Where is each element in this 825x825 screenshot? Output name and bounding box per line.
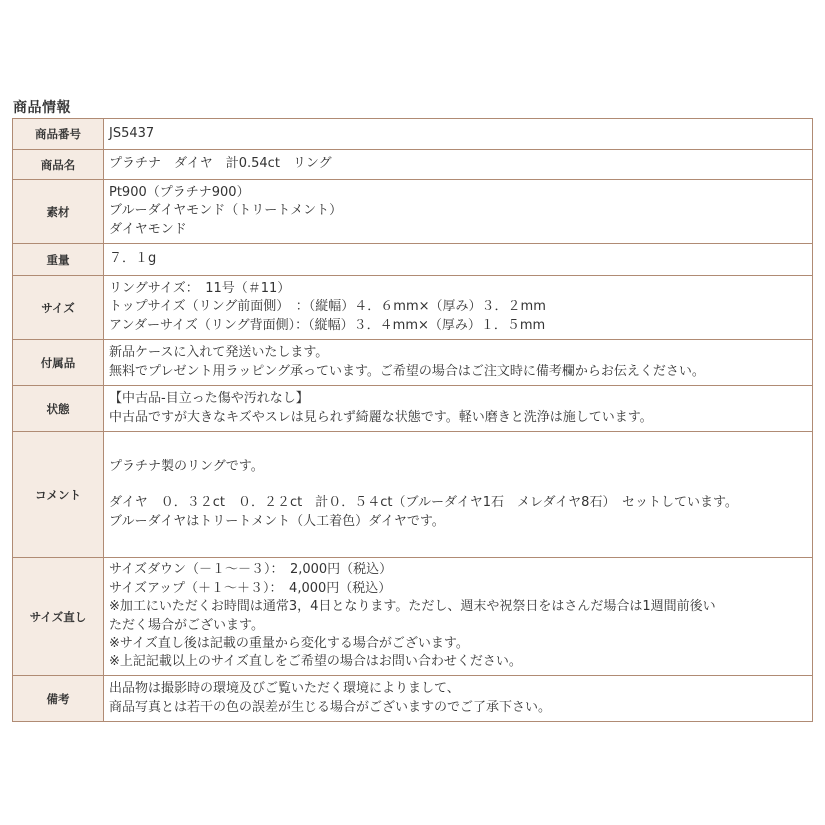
- value-line: アンダーサイズ（リング背面側）：（縦幅）３．４mm×（厚み）１．５mm: [109, 317, 546, 333]
- value-line: サイズダウン（－１～－３）： 2,000円（税込）: [109, 562, 393, 578]
- row-value: [104, 180, 813, 244]
- table-row: [13, 676, 813, 722]
- row-label: サイズ: [13, 276, 104, 340]
- row-label: 重量: [13, 244, 104, 276]
- value-line: 商品写真とは若干の色の誤差が生じる場合がございますのでご了承下さい。: [109, 699, 552, 715]
- row-label: 備考: [13, 676, 104, 722]
- value-line: リングサイズ： 11号（＃11）: [109, 280, 291, 296]
- row-value: [104, 119, 813, 150]
- row-label: 状態: [13, 386, 104, 432]
- row-label: 商品番号: [13, 119, 104, 150]
- row-value: [104, 558, 813, 676]
- row-label: コメント: [13, 432, 104, 558]
- row-label: 付属品: [13, 340, 104, 386]
- table-row: [13, 276, 813, 340]
- table-row: [13, 386, 813, 432]
- row-label: 商品名: [13, 150, 104, 180]
- value-line: ７．１g: [109, 251, 157, 267]
- row-value: [104, 276, 813, 340]
- table-row: [13, 180, 813, 244]
- value-line: プラチナ ダイヤ 計0.54ct リング: [109, 156, 332, 172]
- row-value: [104, 244, 813, 276]
- value-line: ダイヤ ０．３２ct ０．２２ct 計０．５４ct（ブルーダイヤ1石 メレダイヤ8石） セットしています。: [109, 495, 738, 511]
- value-line: トップサイズ（リング前面側） ：（縦幅）４．６mm×（厚み）３．２mm: [109, 299, 546, 315]
- value-line: 【中古品-目立った傷や汚れなし】: [109, 391, 309, 407]
- value-line: サイズアップ（＋１～＋３）： 4,000円（税込）: [109, 580, 392, 596]
- table-row: [13, 432, 813, 558]
- table-row: [13, 340, 813, 386]
- value-line: ただく場合がございます。: [109, 617, 264, 633]
- value-line: 中古品ですが大きなキズやスレは見られず綺麗な状態です。軽い磨きと洗浄は施しています。: [109, 409, 653, 425]
- value-line: JS5437: [109, 125, 155, 141]
- row-value: [104, 340, 813, 386]
- value-line: ブルーダイヤモンド（トリートメント）: [109, 203, 343, 219]
- value-line: Pt900（プラチナ900）: [109, 184, 250, 200]
- row-label: サイズ直し: [13, 558, 104, 676]
- value-line: 出品物は撮影時の環境及びご覧いただく環境によりまして、: [109, 681, 460, 697]
- value-line: ダイヤモンド: [109, 221, 187, 237]
- section-heading: 商品情報: [13, 100, 71, 116]
- value-line: ブルーダイヤはトリートメント（人工着色）ダイヤです。: [109, 513, 445, 529]
- value-line: ※サイズ直し後は記載の重量から変化する場合がございます。: [109, 635, 469, 651]
- row-value: [104, 676, 813, 722]
- table-row: [13, 150, 813, 180]
- table-row: [13, 119, 813, 150]
- row-value: [104, 432, 813, 558]
- value-line: ※加工にいただくお時間は通常3，4日となります。ただし、週末や祝祭日をはさんだ場合は1週間前後い: [109, 599, 716, 615]
- value-line: [109, 476, 812, 494]
- product-info-table: [12, 118, 813, 722]
- table-row: [13, 244, 813, 276]
- value-line: 無料でプレゼント用ラッピング承っています。ご希望の場合はご注文時に備考欄からお伝えください。: [109, 363, 705, 379]
- row-value: [104, 150, 813, 180]
- value-line: ※上記記載以上のサイズ直しをご希望の場合はお問い合わせください。: [109, 654, 522, 670]
- value-line: 新品ケースに入れて発送いたします。: [109, 345, 329, 361]
- value-line: プラチナ製のリングです。: [109, 458, 264, 474]
- table-row: [13, 558, 813, 676]
- row-value: [104, 386, 813, 432]
- row-label: 素材: [13, 180, 104, 244]
